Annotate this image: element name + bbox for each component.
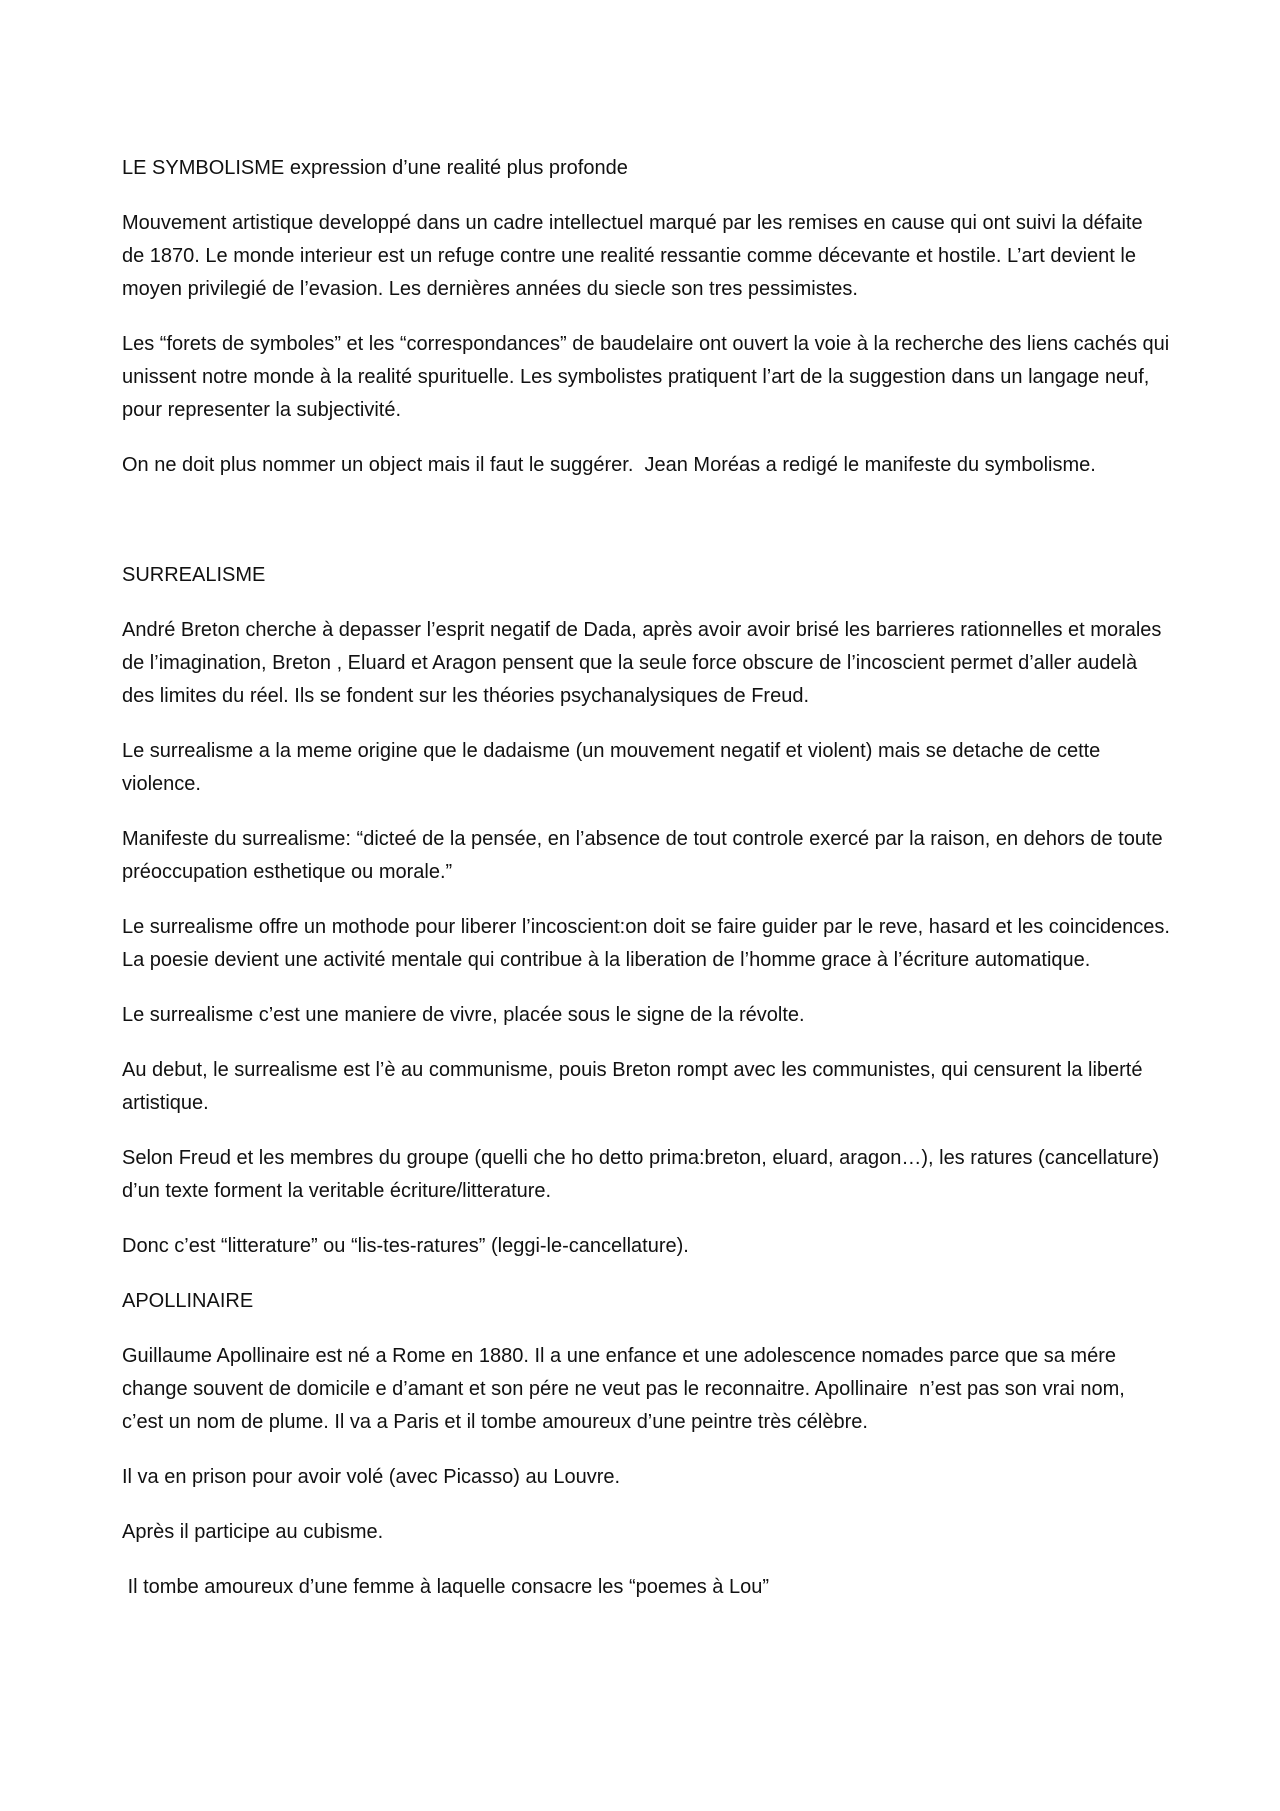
paragraph: Selon Freud et les membres du groupe (quelli che ho detto prima:breton, eluard, aragon…), les ratures (cancellature) d’un texte forment la veritable écriture/litterature. — [122, 1147, 1165, 1202]
paragraph: Guillaume Apollinaire est né a Rome en 1880. Il a une enfance et une adolescence nomades parce que sa mére change souvent de domicile e d’amant et son pére ne veut pas le reconnaitre. Apollinaire n’est pas son vrai nom, c’est un nom de plume. Il va a Paris et il tombe amoureux d’une peintre très célèbre. — [122, 1345, 1131, 1433]
paragraph: Le surrealisme c’est une maniere de vivre, placée sous le signe de la révolte. — [122, 1004, 805, 1026]
paragraph: Il va en prison pour avoir volé (avec Picasso) au Louvre. — [122, 1466, 621, 1488]
paragraph: Mouvement artistique developpé dans un cadre intellectuel marqué par les remises en cause qui ont suivi la défaite de 1870. Le monde interieur est un refuge contre une realité ressantie comme décevante et hostile. L’art devient le moyen privilegié de l’evasion. Les dernières années du siecle son tres pessimistes. — [122, 212, 1149, 300]
paragraph: Donc c’est “litterature” ou “lis-tes-ratures” (leggi-le-cancellature). — [122, 1235, 689, 1257]
paragraph: Il tombe amoureux d’une femme à laquelle consacre les “poemes à Lou” — [122, 1576, 770, 1598]
paragraph: André Breton cherche à depasser l’esprit negatif de Dada, après avoir avoir brisé les barrieres rationnelles et morales de l’imagination, Breton , Eluard et Aragon pensent que la seule force obscure de l’incoscient permet d’aller audelà des limites du réel. Ils se fondent sur les théories psychanalysiques de Freud. — [122, 619, 1167, 707]
paragraph: Manifeste du surrealisme: “dicteé de la pensée, en l’absence de tout controle exercé par la raison, en dehors de toute préoccupation esthetique ou morale.” — [122, 828, 1169, 883]
section-heading-symbolisme: LE SYMBOLISME expression d’une realité plus profonde — [122, 157, 628, 179]
section-heading-apollinaire: APOLLINAIRE — [122, 1290, 254, 1312]
paragraph: Au debut, le surrealisme est l’è au communisme, pouis Breton rompt avec les communistes, qui censurent la liberté artistique. — [122, 1059, 1149, 1114]
document-body — [122, 152, 1176, 1626]
paragraph: Le surrealisme a la meme origine que le dadaisme (un mouvement negatif et violent) mais se detache de cette violence. — [122, 740, 1106, 795]
paragraph: On ne doit plus nommer un object mais il faut le suggérer. Jean Moréas a redigé le manifeste du symbolisme. — [122, 454, 1096, 476]
paragraph: Les “forets de symboles” et les “correspondances” de baudelaire ont ouvert la voie à la recherche des liens cachés qui unissent notre monde à la realité spurituelle. Les symbolistes pratiquent l’art de la suggestion dans un langage neuf, pour representer la subjectivité. — [122, 333, 1175, 421]
paragraph: Après il participe au cubisme. — [122, 1521, 384, 1543]
paragraph: Le surrealisme offre un mothode pour liberer l’incoscient:on doit se faire guider par le reve, hasard et les coincidences. La poesie devient une activité mentale qui contribue à la liberation de l’homme grace à l’écriture automatique. — [122, 916, 1176, 971]
section-heading-surrealisme: SURREALISME — [122, 564, 266, 586]
